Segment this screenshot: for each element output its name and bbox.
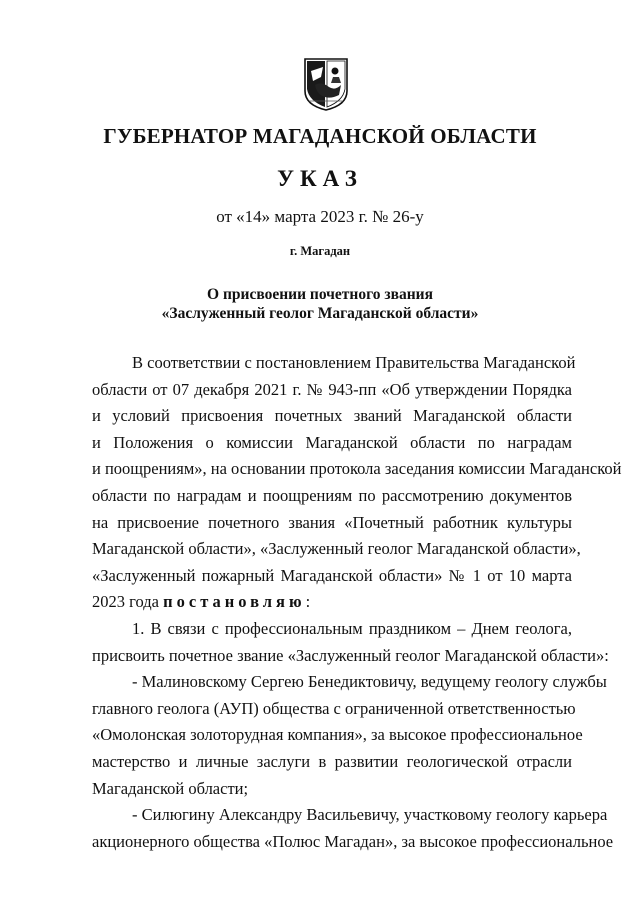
decree-subject: [0, 285, 640, 323]
resolution-keyword: постановляю: [163, 592, 306, 612]
body-line: и поощрениям», на основании протокола заседания комиссии Магаданской: [92, 459, 622, 479]
body-line: «Омолонская золоторудная компания», за высокое профессиональное: [92, 725, 583, 745]
subject-line: О присвоении почетного звания: [207, 286, 433, 303]
decree-city: г. Магадан: [289, 244, 351, 258]
body-line: и условий присвоения почетных званий Магаданской области: [92, 406, 572, 426]
decree-date-number: от «14» марта 2023 г. № 26-у: [216, 207, 424, 226]
body-line: В соответствии с постановлением Правительства Магаданской: [132, 353, 576, 372]
body-line: «Заслуженный пожарный Магаданской области» № 1 от 10 марта: [92, 565, 572, 585]
body-line: акционерного общества «Полюс Магадан», за высокое профессиональное: [92, 831, 614, 851]
body-line: Магаданской области», «Заслуженный геолог Магаданской области»,: [92, 539, 581, 559]
body-line: мастерство и личные заслуги в развитии геологической отрасли: [92, 751, 572, 771]
body-line: области от 07 декабря 2021 г. № 943-пп «Об утверждении Порядка: [92, 379, 572, 399]
decree-body: [92, 350, 622, 855]
body-line: и Положения о комиссии Магаданской области по наградам: [92, 432, 572, 452]
governor-title: ГУБЕРНАТОР МАГАДАНСКОЙ ОБЛАСТИ: [103, 124, 537, 148]
body-line-resolution: [92, 589, 572, 616]
body-line: главного геолога (АУП) общества с ограниченной ответственностью: [92, 698, 576, 718]
body-line: Магаданской области;: [92, 778, 249, 798]
body-line: на присвоение почетного звания «Почетный работник культуры: [92, 512, 572, 532]
body-line: - Малиновскому Сергею Бенедиктовичу, ведущему геологу службы: [132, 672, 607, 692]
subject-line: «Заслуженный геолог Магаданской области»: [161, 305, 479, 322]
coat-of-arms-icon: [303, 57, 349, 111]
document-type: УКАЗ: [277, 166, 363, 191]
body-text: :: [305, 592, 311, 612]
body-text: 2023 года: [92, 592, 164, 612]
body-line: области по наградам и поощрениям по рассмотрению документов: [92, 485, 572, 505]
body-line: 1. В связи с профессиональным праздником – Днем геолога,: [132, 618, 572, 638]
body-line: присвоить почетное звание «Заслуженный геолог Магаданской области»:: [92, 645, 609, 665]
body-line: - Силюгину Александру Васильевичу, участковому геологу карьера: [132, 805, 608, 825]
